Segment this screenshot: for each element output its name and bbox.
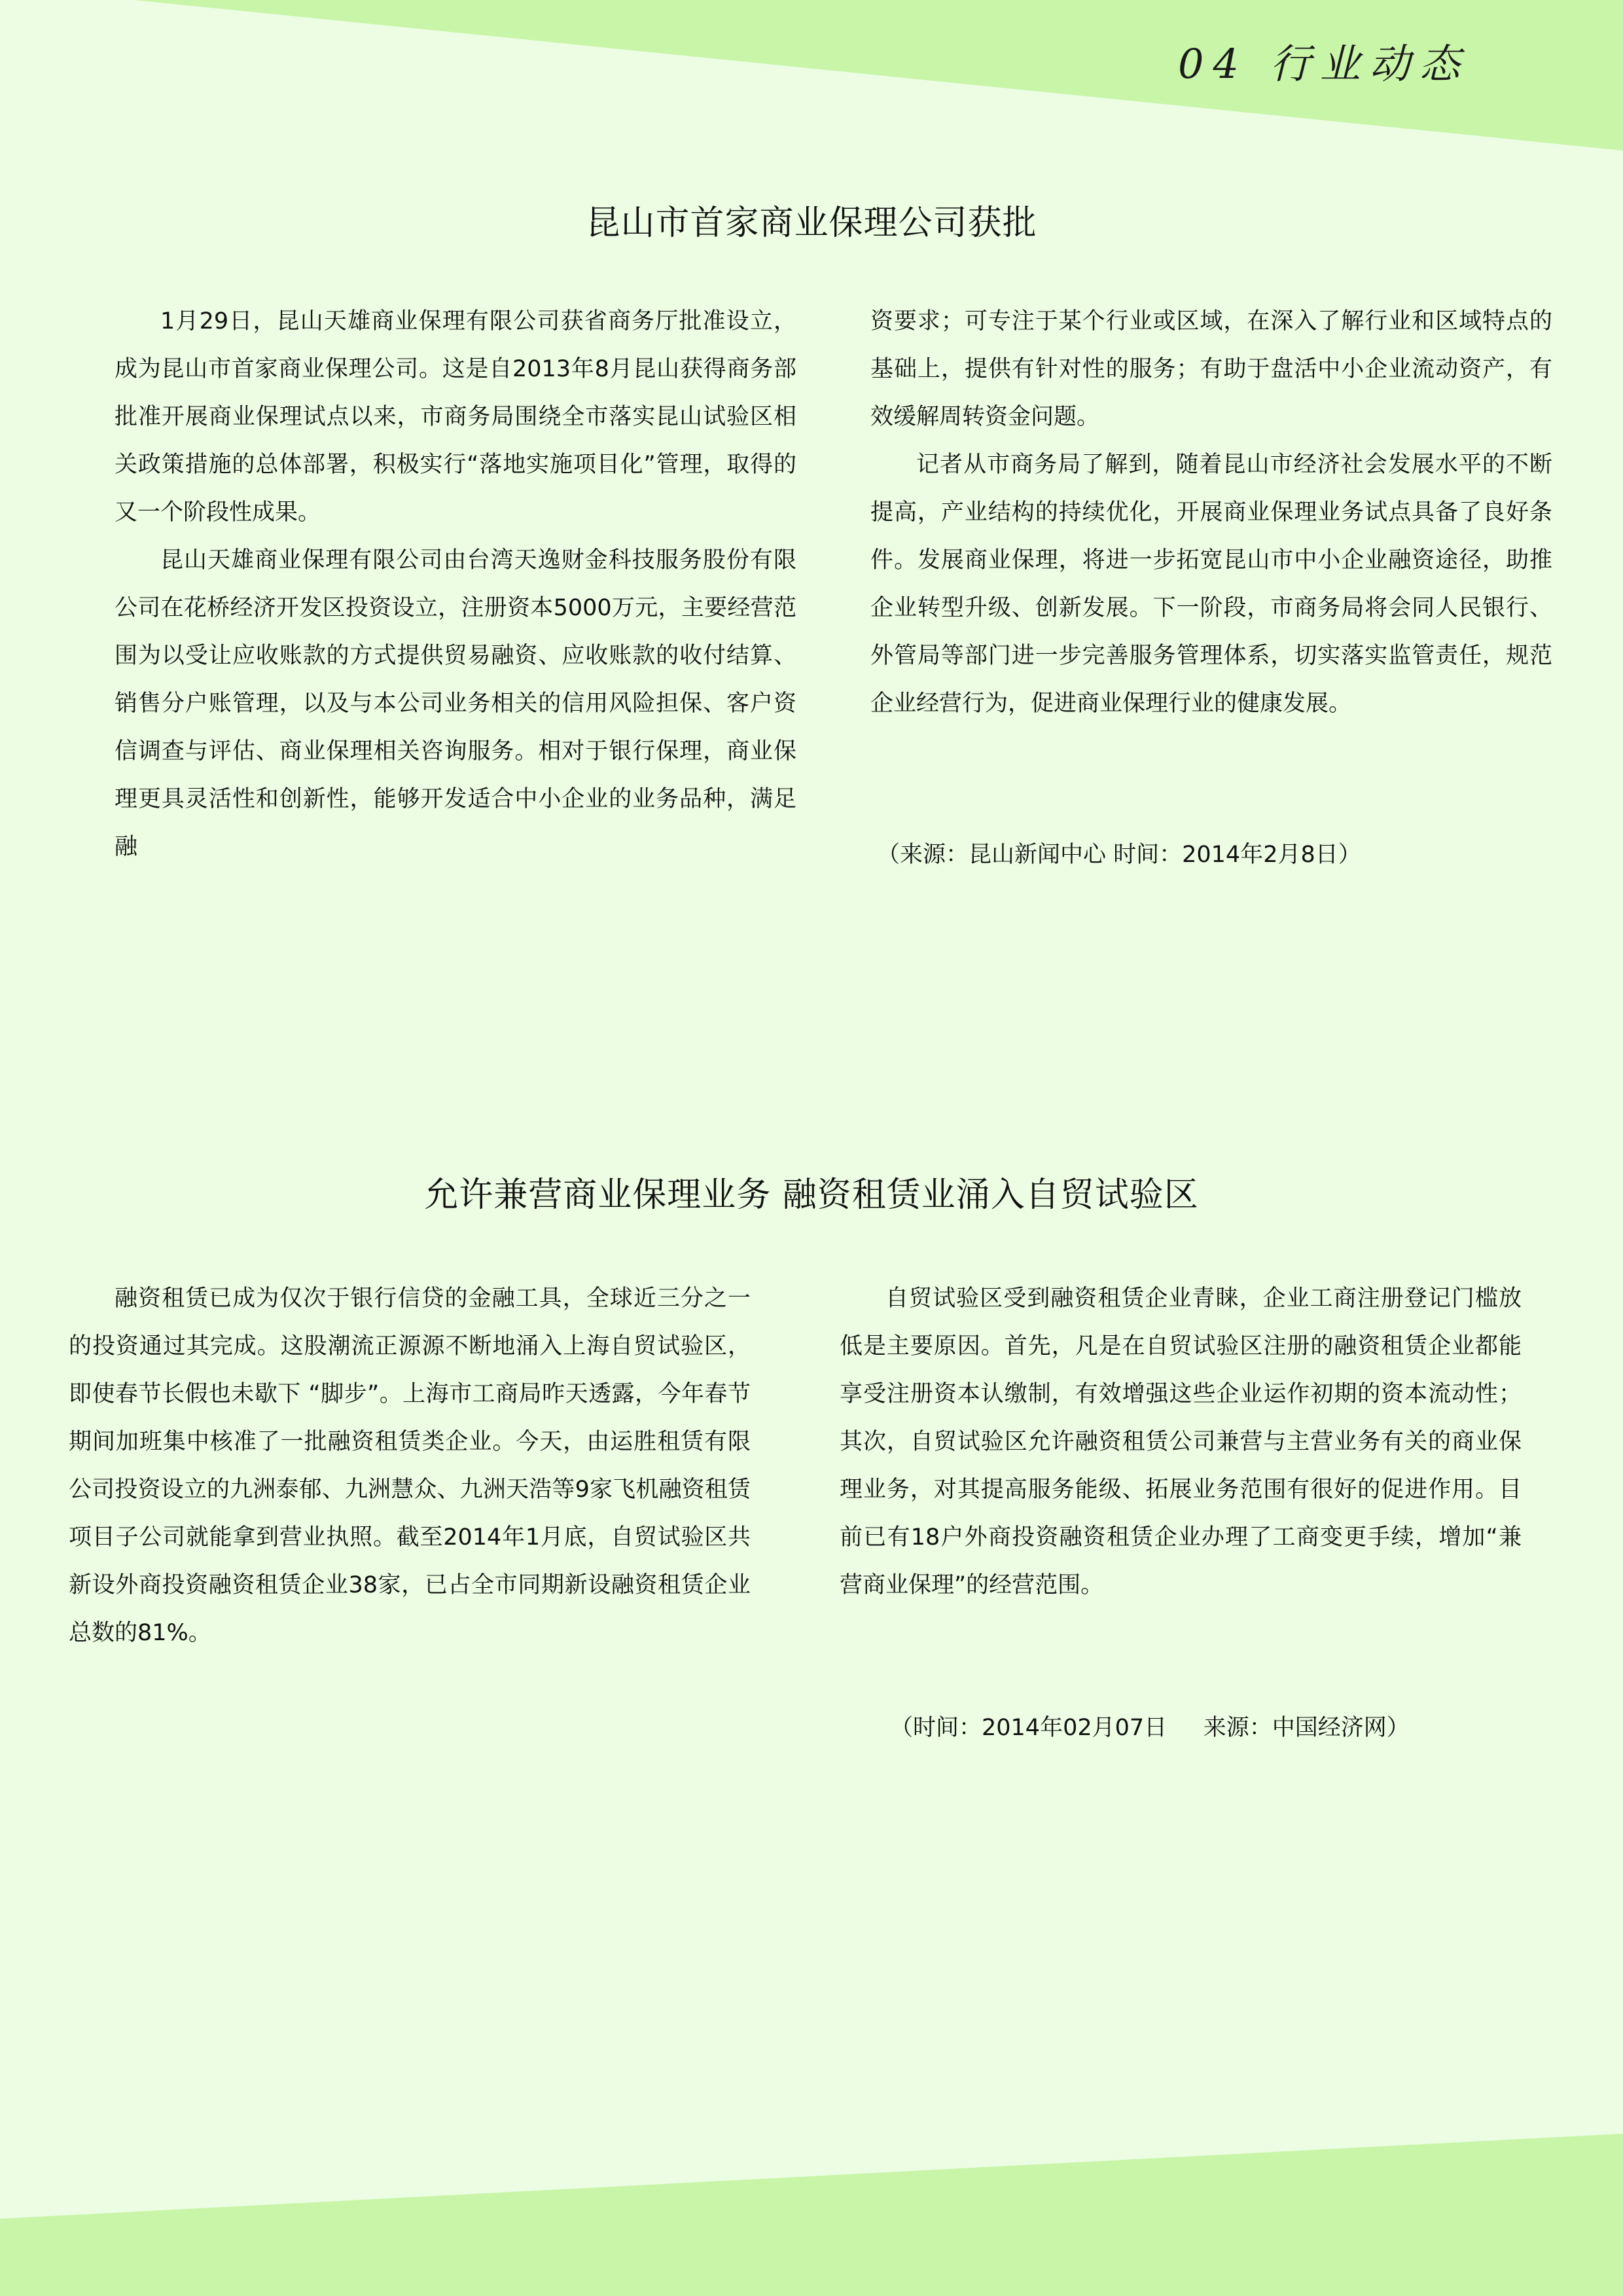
section-header: 04 行业动态 <box>1178 40 1469 88</box>
article-1-paragraph-3: 资要求；可专注于某个行业或区域，在深入了解行业和区域特点的基础上，提供有针对性的服务；有助于盘活中小企业流动资产，有效缓解周转资金问题。 <box>870 308 1552 430</box>
article-2-source: （时间：2014年02月07日 来源：中国经济网） <box>890 1715 1410 1741</box>
article-2-right-column <box>840 1275 1522 1609</box>
article-2-paragraph-1: 融资租赁已成为仅次于银行信贷的金融工具，全球近三分之一的投资通过其完成。这股潮流正源源不断地涌入上海自贸试验区，即使春节长假也未歇下 “脚步”。上海市工商局昨天透露，今年春节期间加班集中核准了一批融资租赁类企业。今天，由运胜租赁有限公司投资设立的九洲泰郁、九洲慧众、九洲天浩等9家飞机融资租赁项目子公司就能拿到营业执照。截至2014年1月底，自贸试验区共新设外商投资融资租赁企业38家，已占全市同期新设融资租赁企业总数的81%。 <box>69 1285 751 1646</box>
article-1-source: （来源：昆山新闻中心 时间：2014年2月8日） <box>877 842 1361 868</box>
article-1-right-column <box>870 298 1552 728</box>
article-1-title: 昆山市首家商业保理公司获批 <box>586 204 1037 243</box>
article-2-left-column <box>69 1275 751 1657</box>
article-1-paragraph-4: 记者从市商务局了解到，随着昆山市经济社会发展水平的不断提高，产业结构的持续优化，开展商业保理业务试点具备了良好条件。发展商业保理，将进一步拓宽昆山市中小企业融资途径，助推企业转型升级、创新发展。下一阶段，市商务局将会同人民银行、外管局等部门进一步完善服务管理体系，切实落实监管责任，规范企业经营行为，促进商业保理行业的健康发展。 <box>870 452 1552 717</box>
article-2-title: 允许兼营商业保理业务 融资租赁业涌入自贸试验区 <box>424 1175 1199 1215</box>
article-1-paragraph-1: 1月29日，昆山天雄商业保理有限公司获省商务厅批准设立，成为昆山市首家商业保理公司。这是自2013年8月昆山获得商务部批准开展商业保理试点以来，市商务局围绕全市落实昆山试验区相关政策措施的总体部署，积极实行“落地实施项目化”管理，取得的又一个阶段性成果。 <box>115 308 796 526</box>
article-1-paragraph-2: 昆山天雄商业保理有限公司由台湾天逸财金科技服务股份有限公司在花桥经济开发区投资设立，注册资本5000万元，主要经营范围为以受让应收账款的方式提供贸易融资、应收账款的收付结算、销售分户账管理，以及与本公司业务相关的信用风险担保、客户资信调查与评估、商业保理相关咨询服务。相对于银行保理，商业保理更具灵活性和创新性，能够开发适合中小企业的业务品种，满足融 <box>115 547 796 860</box>
article-2-paragraph-2: 自贸试验区受到融资租赁企业青睐，企业工商注册登记门槛放低是主要原因。首先，凡是在自贸试验区注册的融资租赁企业都能享受注册资本认缴制，有效增强这些企业运作初期的资本流动性；其次，自贸试验区允许融资租赁公司兼营与主营业务有关的商业保理业务，对其提高服务能级、拓展业务范围有很好的促进作用。目前已有18户外商投资融资租赁企业办理了工商变更手续，增加“兼营商业保理”的经营范围。 <box>840 1285 1522 1598</box>
article-1-left-column <box>115 298 796 871</box>
